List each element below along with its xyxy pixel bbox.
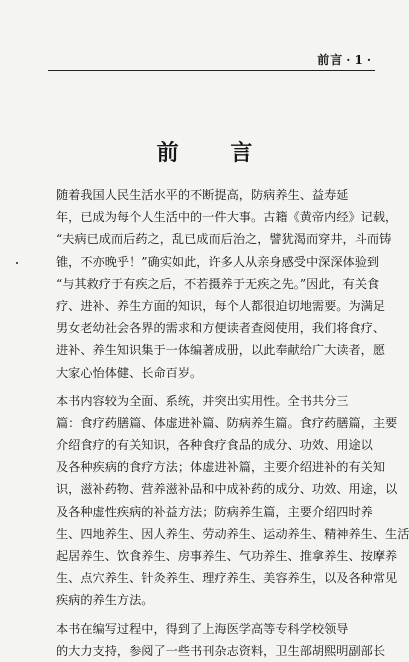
text-line: 男女老幼社会各界的需求和方便读者查阅使用，我们将食疗、 bbox=[56, 321, 386, 336]
text-line: 生、四地养生、因人养生、劳动养生、运动养生、精神养生、生活 bbox=[56, 526, 409, 541]
text-line: 本书在编写过程中，得到了上海医学高等专科学校领导 bbox=[56, 621, 349, 636]
text-line: 年，已成为每个人生活中的一件大事。古籍《黄帝内经》记载， bbox=[56, 210, 398, 225]
paragraph-3 bbox=[56, 618, 384, 662]
paragraph-2 bbox=[56, 390, 409, 612]
text-line: 及各种疾病的食疗方法；体虚进补篇，主要介绍进补的有关知 bbox=[56, 460, 386, 475]
text-line: 进补、养生知识集于一体编著成册，以此奉献给广大读者，愿 bbox=[56, 343, 386, 358]
body-text bbox=[56, 184, 409, 662]
running-header bbox=[317, 51, 375, 68]
header-rule bbox=[48, 70, 375, 71]
text-line: 及各种虚性疾病的补益方法；防病养生篇，主要介绍四时养 bbox=[56, 504, 373, 519]
text-line: 疾病的养生方法。 bbox=[56, 593, 154, 608]
running-header-separator-right: · bbox=[366, 53, 372, 67]
text-line: 介绍食疗的有关知识，各种食疗食品的成分、功效、用途以 bbox=[56, 438, 373, 453]
page-number: 1 bbox=[354, 53, 364, 67]
text-line: “与其救疗于有疾之后，不若摄养于无疾之先。”因此，有关食 bbox=[56, 276, 380, 291]
text-line: “夫病已成而后药之，乱已成而后治之，譬犹渴而穿井，斗而铸 bbox=[56, 232, 392, 247]
text-line: 识，滋补药物、营养滋补品和中成补药的成分、功效、用途，以 bbox=[56, 482, 398, 497]
text-line: 大家心怡体健、长命百岁。 bbox=[56, 365, 203, 380]
paragraph-1 bbox=[56, 184, 398, 384]
text-line: 生、点穴养生、针灸养生、理疗养生、美容养生，以及各种常见 bbox=[56, 571, 398, 586]
text-line: 起居养生、饮食养生、房事养生、气功养生、推拿养生、按摩养 bbox=[56, 549, 398, 563]
running-header-section: 前言 bbox=[317, 53, 344, 67]
text-line: 随着我国人民生活水平的不断提高，防病养生、益寿延 bbox=[56, 188, 349, 202]
page-title: 前 言 bbox=[156, 141, 275, 166]
text-line: 锥，不亦晚乎！”确实如此，许多人从亲身感受中深深体验到 bbox=[56, 254, 380, 269]
text-line: 本书内容较为全面、系统，并突出实用性。全书共分三 bbox=[56, 393, 349, 408]
text-line: 的大力支持，参阅了一些书刊杂志资料，卫生部胡熙明副部长 bbox=[56, 643, 386, 658]
text-line: 篇：食疗药膳篇、体虚进补篇、防病养生篇。食疗药膳篇，主要 bbox=[56, 415, 398, 430]
running-header-separator-left: · bbox=[346, 53, 352, 67]
text-line: 疗、进补、养生方面的知识，每个人都很迫切地需要。为满足 bbox=[56, 298, 386, 313]
scan-speck bbox=[16, 262, 18, 264]
